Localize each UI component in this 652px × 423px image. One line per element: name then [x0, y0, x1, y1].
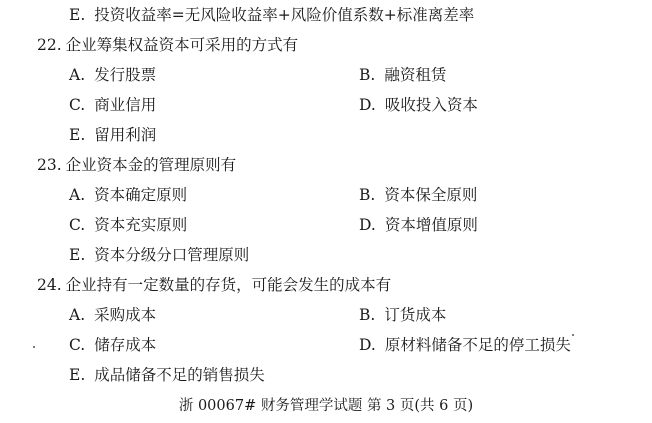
option-letter: C.	[69, 216, 86, 234]
question-number: 22.	[37, 36, 62, 54]
q22-option-e	[69, 124, 156, 146]
option-text: 订货成本	[384, 306, 447, 324]
q23-option-a	[69, 184, 187, 206]
option-text: 资本分级分口管理原则	[94, 246, 250, 264]
question-text: 企业资本金的管理原则有	[65, 156, 237, 174]
question-number: 23.	[37, 156, 62, 174]
q24-option-e	[69, 364, 265, 386]
q23-option-e	[69, 244, 249, 266]
option-letter: C.	[69, 96, 86, 114]
q23-option-c	[69, 214, 187, 236]
question-22	[37, 34, 298, 56]
q24-option-b	[359, 304, 446, 326]
q23-option-b	[359, 184, 477, 206]
option-text: 吸收投入资本	[384, 96, 478, 114]
option-letter: D.	[359, 96, 376, 114]
option-text: 储存成本	[94, 336, 157, 354]
q23-option-d	[359, 214, 478, 236]
option-text: 资本充实原则	[94, 216, 188, 234]
q22-option-b	[359, 64, 446, 86]
option-letter: B.	[359, 66, 376, 84]
option-letter: A.	[69, 306, 86, 324]
q24-option-d	[359, 334, 571, 356]
option-text: 发行股票	[94, 66, 157, 84]
option-letter: D.	[359, 336, 376, 354]
question-number: 24.	[37, 276, 62, 294]
option-text: 资本保全原则	[384, 186, 478, 204]
scan-speck	[572, 334, 574, 336]
q22-option-c	[69, 94, 156, 116]
option-letter: E.	[69, 246, 86, 264]
option-letter: E.	[69, 366, 86, 384]
option-e-carryover	[69, 4, 474, 26]
q24-option-a	[69, 304, 156, 326]
option-letter: C.	[69, 336, 86, 354]
option-letter: D.	[359, 216, 376, 234]
question-text: 企业筹集权益资本可采用的方式有	[65, 36, 299, 54]
option-text: 资本增值原则	[384, 216, 478, 234]
q24-option-c	[69, 334, 156, 356]
option-text: 成品储备不足的销售损失	[94, 366, 265, 384]
option-text: 资本确定原则	[94, 186, 188, 204]
option-text: 原材料储备不足的停工损失	[384, 336, 571, 354]
option-letter: A.	[69, 186, 86, 204]
option-text: 商业信用	[94, 96, 157, 114]
option-text: 融资租赁	[384, 66, 447, 84]
question-24	[37, 274, 391, 296]
option-letter: B.	[359, 186, 376, 204]
scan-speck	[33, 346, 35, 348]
option-letter: E.	[69, 126, 86, 144]
question-23	[37, 154, 236, 176]
q22-option-d	[359, 94, 478, 116]
option-text: 留用利润	[94, 126, 157, 144]
option-letter: A.	[69, 66, 86, 84]
option-letter: B.	[359, 306, 376, 324]
q22-option-a	[69, 64, 156, 86]
option-letter: E.	[69, 6, 86, 24]
page-footer: 浙 00067# 财务管理学试题 第 3 页(共 6 页)	[178, 398, 474, 414]
question-text: 企业持有一定数量的存货，可能会发生的成本有	[65, 276, 392, 294]
option-text: 采购成本	[94, 306, 157, 324]
option-text: 投资收益率=无风险收益率+风险价值系数+标准离差率	[94, 6, 475, 24]
